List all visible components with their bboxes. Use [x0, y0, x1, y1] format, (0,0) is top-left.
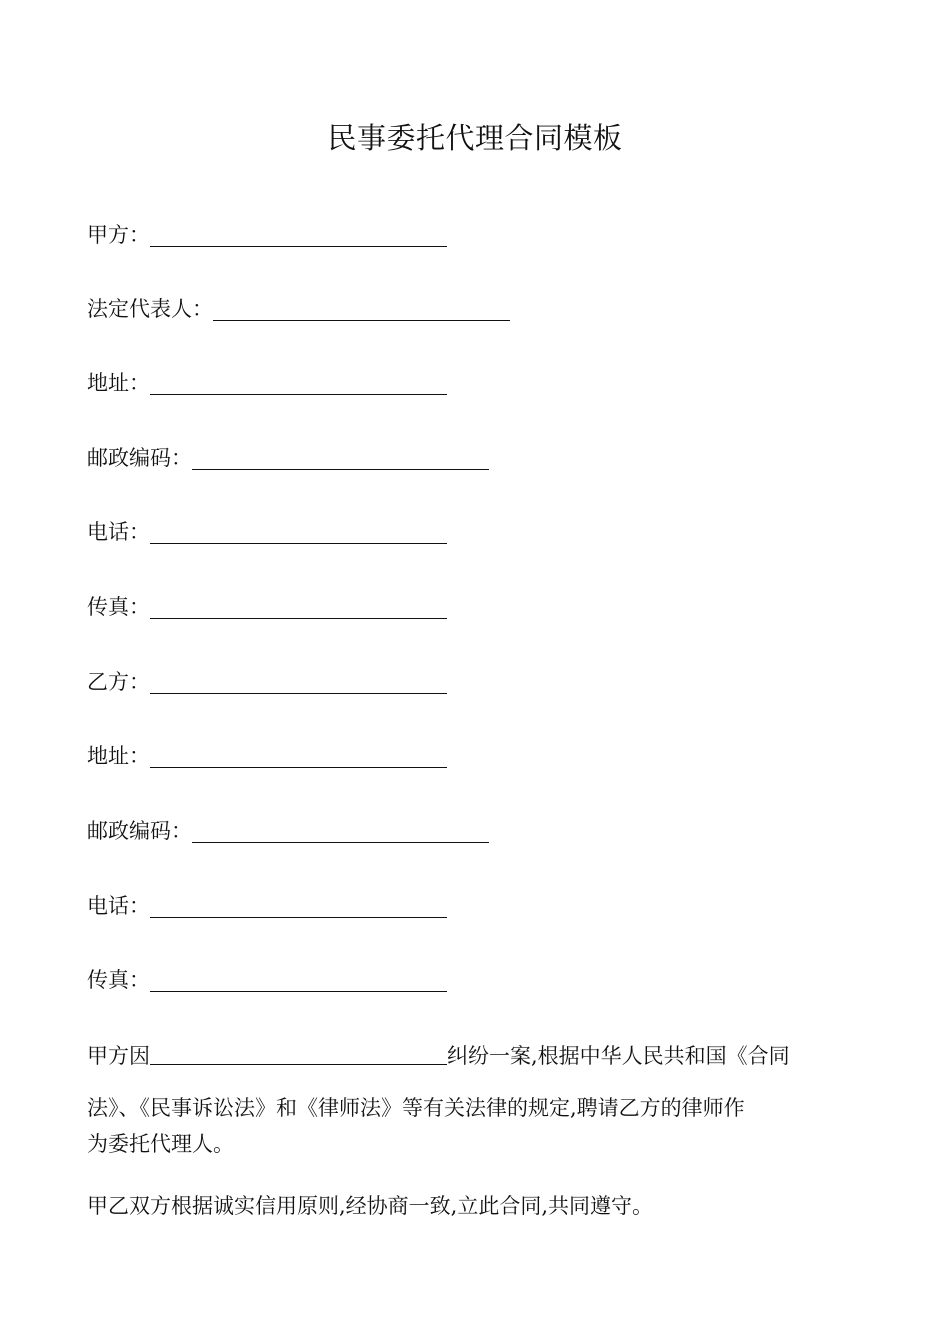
party-a-address-blank[interactable] — [150, 372, 447, 395]
party-b-postcode-label: 邮政编码： — [87, 819, 192, 843]
engagement-line-1 — [87, 1038, 867, 1074]
party-b-address-blank[interactable] — [150, 745, 447, 768]
party-a-postcode-blank[interactable] — [192, 447, 489, 470]
engagement-prefix: 甲方因 — [87, 1044, 150, 1068]
party-b-address-label: 地址： — [87, 744, 150, 768]
party-b-address-field — [87, 740, 447, 770]
party-a-fax-blank[interactable] — [150, 596, 447, 619]
party-a-postcode-field — [87, 442, 489, 472]
legal-representative-field — [87, 293, 510, 323]
party-b-fax-label: 传真： — [87, 968, 150, 992]
engagement-line1-suffix: 纠纷一案,根据中华人民共和国《合同 — [447, 1044, 790, 1068]
party-a-address-field — [87, 367, 447, 397]
party-b-blank[interactable] — [150, 671, 447, 694]
party-b-phone-field — [87, 890, 447, 920]
party-a-fax-field — [87, 591, 447, 621]
document-title: 民事委托代理合同模板 — [327, 121, 623, 155]
engagement-paragraph — [87, 1038, 867, 1162]
engagement-line-2: 法》、《民事诉讼法》和《律师法》等有关法律的规定,聘请乙方的律师作 — [87, 1096, 745, 1120]
party-b-fax-field — [87, 964, 447, 994]
party-a-phone-field — [87, 516, 447, 546]
party-a-label: 甲方： — [87, 223, 150, 247]
legal-representative-blank[interactable] — [213, 298, 510, 321]
dispute-blank[interactable] — [150, 1042, 447, 1065]
party-a-blank[interactable] — [150, 224, 447, 247]
party-b-postcode-field — [87, 815, 489, 845]
party-a-phone-blank[interactable] — [150, 521, 447, 544]
party-b-label: 乙方： — [87, 670, 150, 694]
party-b-postcode-blank[interactable] — [192, 820, 489, 843]
party-b-fax-blank[interactable] — [150, 969, 447, 992]
agreement-line: 甲乙双方根据诚实信用原则,经协商一致,立此合同,共同遵守。 — [87, 1194, 654, 1218]
party-a-fax-label: 传真： — [87, 595, 150, 619]
party-a-field — [87, 219, 447, 249]
party-a-address-label: 地址： — [87, 371, 150, 395]
legal-representative-label: 法定代表人： — [87, 297, 213, 321]
party-a-phone-label: 电话： — [87, 520, 150, 544]
agreement-paragraph — [87, 1188, 867, 1224]
party-a-postcode-label: 邮政编码： — [87, 446, 192, 470]
engagement-line-3: 为委托代理人。 — [87, 1132, 234, 1156]
party-b-field — [87, 666, 447, 696]
party-b-phone-blank[interactable] — [150, 895, 447, 918]
party-b-phone-label: 电话： — [87, 894, 150, 918]
